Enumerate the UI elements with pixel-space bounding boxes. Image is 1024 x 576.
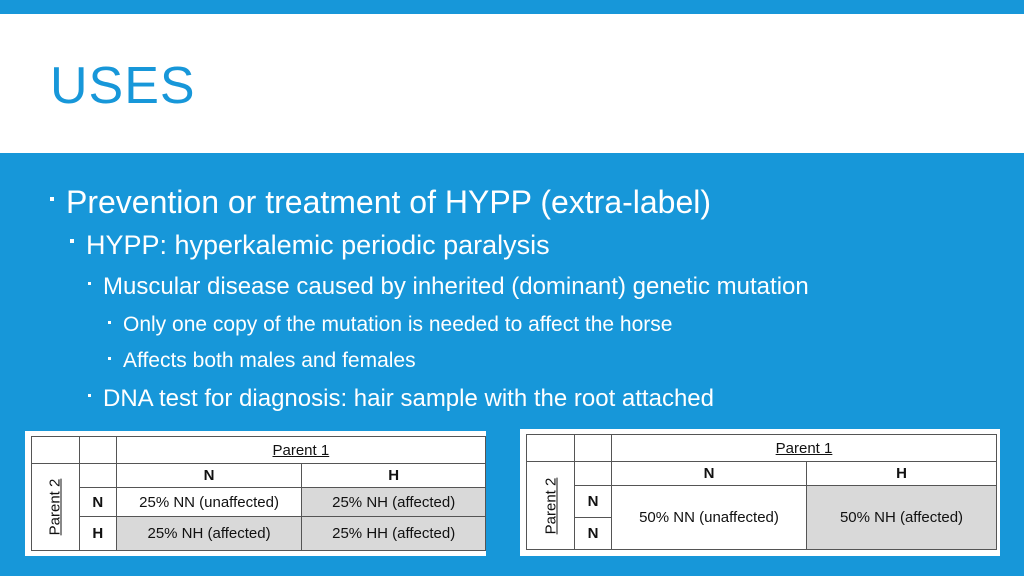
bullet-text: HYPP: hyperkalemic periodic paralysis (86, 230, 550, 260)
bullet-level-1 (50, 182, 711, 222)
bullet-text: DNA test for diagnosis: hair sample with the root attached (103, 385, 714, 412)
genotype-cell: 25% NN (unaffected) (116, 488, 302, 517)
allele-row-header: N (575, 486, 612, 518)
bullet-level-4 (108, 347, 416, 375)
empty-corner-cell (575, 462, 612, 486)
punnett-square-2 (520, 429, 1000, 556)
allele-row-header: N (575, 518, 612, 550)
empty-corner-cell (575, 435, 612, 462)
empty-corner-cell (527, 435, 575, 462)
genotype-cell: 50% NN (unaffected) (612, 486, 807, 550)
parent-2-label: Parent 2 (542, 477, 559, 534)
empty-corner-cell (79, 437, 116, 464)
slide-title: USES (50, 57, 196, 115)
allele-column-header: N (116, 464, 302, 488)
bullet-level-4 (108, 311, 672, 339)
genotype-cell: 50% NH (affected) (807, 486, 997, 550)
punnett-square-1 (25, 431, 486, 556)
bullet-text: Only one copy of the mutation is needed to affect the horse (123, 313, 673, 336)
bullet-text: Prevention or treatment of HYPP (extra-label) (66, 184, 712, 220)
punnett-table-2 (526, 434, 997, 550)
bullet-level-2 (70, 227, 550, 263)
bullet-dot-icon (50, 197, 54, 201)
empty-corner-cell (79, 464, 116, 488)
parent-1-header: Parent 1 (612, 435, 997, 462)
genotype-cell: 25% NH (affected) (302, 488, 486, 517)
bullet-dot-icon (88, 394, 91, 397)
parent-1-header: Parent 1 (116, 437, 485, 464)
bullet-text: Muscular disease caused by inherited (dominant) genetic mutation (103, 273, 809, 300)
bullet-dot-icon (108, 321, 111, 324)
punnett-table-1 (31, 436, 486, 551)
allele-column-header: N (612, 462, 807, 486)
bullet-text: Affects both males and females (123, 349, 416, 372)
bullet-dot-icon (108, 357, 111, 360)
bullet-level-3 (88, 271, 809, 303)
empty-corner-cell (32, 437, 80, 464)
allele-row-header: H (79, 517, 116, 551)
genotype-cell: 25% NH (affected) (116, 517, 302, 551)
parent-2-header (527, 462, 575, 550)
allele-column-header: H (807, 462, 997, 486)
bullet-dot-icon (88, 282, 91, 285)
genotype-cell: 25% HH (affected) (302, 517, 486, 551)
allele-row-header: N (79, 488, 116, 517)
bullet-level-3 (88, 383, 714, 415)
parent-2-header (32, 464, 80, 551)
parent-2-label: Parent 2 (46, 478, 64, 536)
bullet-dot-icon (70, 239, 74, 243)
allele-column-header: H (302, 464, 486, 488)
